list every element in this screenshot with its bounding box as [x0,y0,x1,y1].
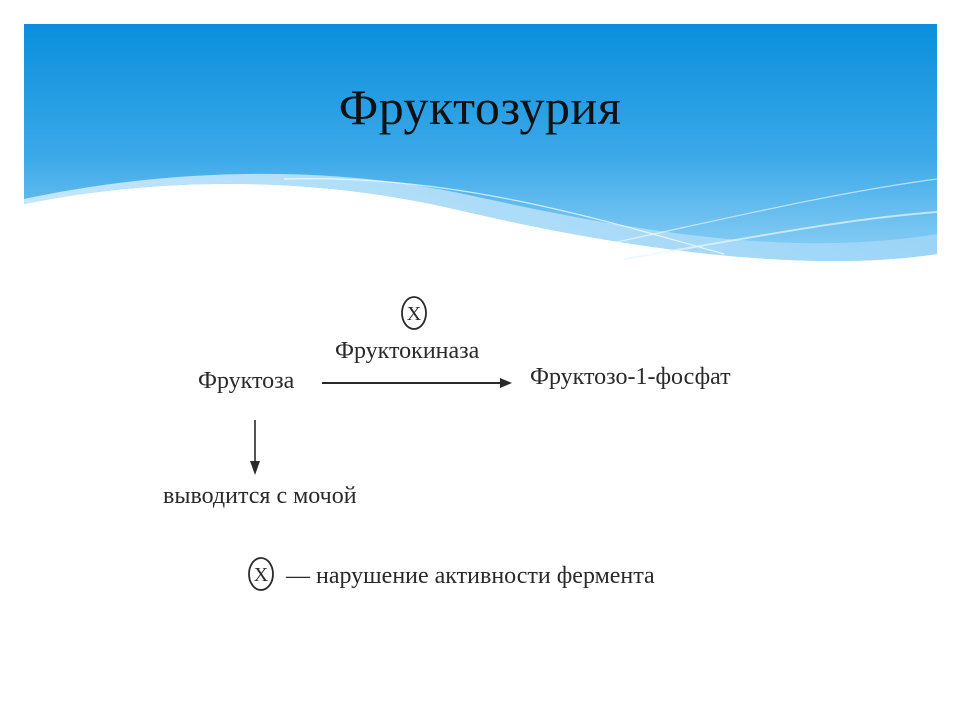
legend [249,558,655,590]
block-symbol: X [406,303,422,325]
block-marker-enzyme [402,297,426,329]
excretion-label: выводится с мочой [163,483,357,509]
reaction-arrow [322,378,512,388]
reaction-arrowhead [500,378,512,388]
legend-block-symbol: X [253,564,269,586]
excretion-arrow [250,420,260,475]
enzyme-label: Фруктокиназа [335,338,480,364]
product-label: Фруктозо-1-фосфат [530,364,731,390]
excretion-arrowhead [250,461,260,475]
legend-text: — нарушение активности фермента [286,563,655,589]
substrate-label: Фруктоза [198,368,295,394]
slide-title: Фруктозурия [338,79,622,135]
